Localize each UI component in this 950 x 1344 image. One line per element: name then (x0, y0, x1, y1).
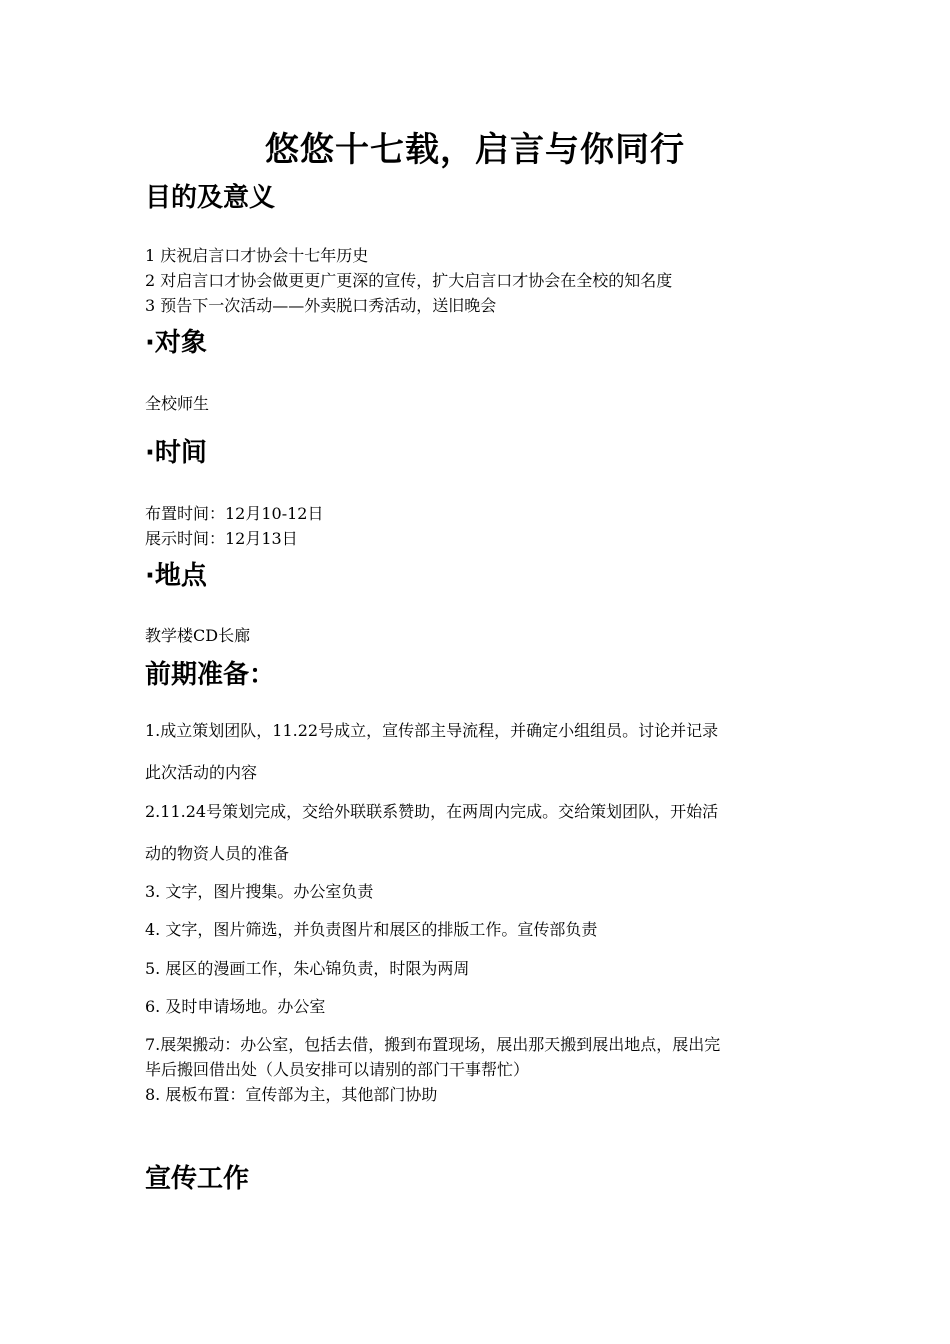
prep-item-7-line-2: 毕后搬回借出处（人员安排可以请别的部门干事帮忙） (145, 1060, 530, 1079)
prep-item-2-line-2: 动的物资人员的准备 (145, 844, 290, 863)
prep-item-8: 8. 展板布置：宣传部为主，其他部门协助 (145, 1085, 438, 1104)
purpose-item-2: 2 对启言口才协会做更更广更深的宣传，扩大启言口才协会在全校的知名度 (145, 271, 673, 290)
prep-item-7-line-1: 7.展架搬动：办公室，包括去借，搬到布置现场，展出那天搬到展出地点，展出完 (145, 1035, 721, 1054)
purpose-item-1: 1 庆祝启言口才协会十七年历史 (145, 246, 369, 265)
purpose-item-3: 3 预告下一次活动——外卖脱口秀活动，送旧晚会 (145, 296, 497, 315)
prep-item-1-line-2: 此次活动的内容 (145, 763, 258, 782)
heading-time: ·时间 (145, 438, 207, 468)
time-setup: 布置时间：12月10-12日 (145, 504, 324, 523)
prep-item-1-line-1: 1.成立策划团队，11.22号成立，宣传部主导流程，并确定小组组员。讨论并记录 (145, 721, 719, 740)
heading-audience: ·对象 (145, 328, 207, 358)
time-display: 展示时间：12月13日 (145, 529, 298, 548)
document-title: 悠悠十七载，启言与你同行 (265, 130, 685, 170)
audience-text: 全校师生 (145, 394, 210, 413)
heading-preparation: 前期准备： (145, 660, 276, 690)
prep-item-2-line-1: 2.11.24号策划完成，交给外联联系赞助，在两周内完成。交给策划团队，开始活 (145, 802, 719, 821)
prep-item-4: 4. 文字，图片筛选，并负责图片和展区的排版工作。宣传部负责 (145, 920, 598, 939)
prep-item-5: 5. 展区的漫画工作，朱心锦负责，时限为两周 (145, 959, 470, 978)
heading-publicity: 宣传工作 (145, 1164, 250, 1194)
heading-location: ·地点 (145, 561, 207, 591)
location-text: 教学楼CD长廊 (145, 626, 251, 645)
prep-item-3: 3. 文字，图片搜集。办公室负责 (145, 882, 374, 901)
prep-item-6: 6. 及时申请场地。办公室 (145, 997, 326, 1016)
heading-purpose: 目的及意义 (145, 183, 276, 213)
